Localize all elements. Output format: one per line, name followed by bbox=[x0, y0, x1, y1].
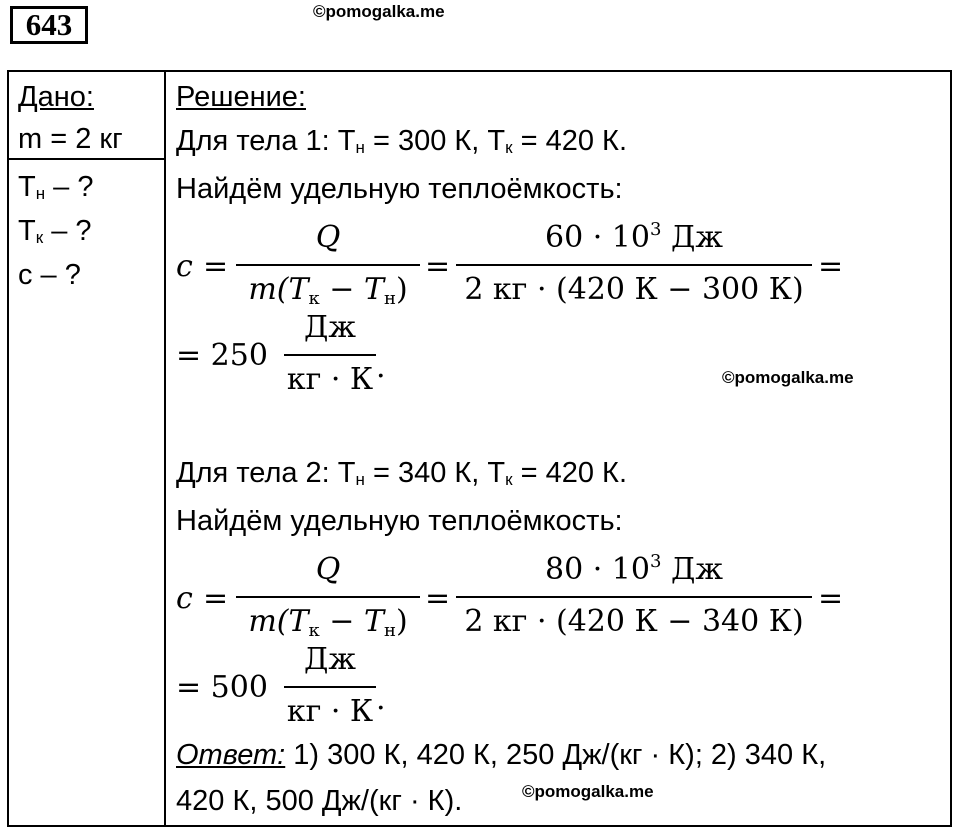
given-header: Дано: bbox=[18, 81, 94, 113]
formula1-eq3: = bbox=[818, 249, 844, 284]
column-divider bbox=[164, 70, 166, 827]
problem-number: 643 bbox=[10, 6, 88, 44]
formula1-lhs: c bbox=[176, 249, 193, 284]
formula1-denominator: $m(T_к - T_н)$ bbox=[248, 272, 408, 309]
result2-value: = 500 bbox=[176, 670, 268, 705]
formula1-numerator: Q bbox=[315, 220, 341, 255]
formula1-eq2: = bbox=[425, 249, 451, 284]
result2-unit-num: Дж bbox=[304, 642, 356, 677]
formula2-values-numerator: $80 \cdot 10^3$ Дж bbox=[545, 551, 723, 587]
formula1-bar bbox=[236, 264, 420, 266]
result2-unit-bar bbox=[284, 686, 376, 688]
given-mass: m = 2 кг bbox=[18, 123, 123, 155]
formula2-denominator: $m(T_к - T_н)$ bbox=[248, 604, 408, 641]
result1-unit-den: кг · К bbox=[286, 362, 374, 397]
formula1-fraction-values bbox=[456, 220, 812, 310]
body1-intro: Для тела 1: $T_н = 300$ К, $T_к = 420$ К. bbox=[176, 125, 628, 157]
formula1-values-numerator: $60 \cdot 10^3$ Дж bbox=[545, 219, 723, 255]
answer-line2: 420 К, 500 Дж/(кг · К). bbox=[176, 785, 463, 817]
formula1-values-bar bbox=[456, 264, 812, 266]
result2-period: . bbox=[376, 682, 386, 717]
formula2-lhs: c bbox=[176, 581, 193, 616]
formula2-bar bbox=[236, 596, 420, 598]
body2-find: Найдём удельную теплоёмкость: bbox=[176, 505, 623, 537]
formula1-fraction-q bbox=[236, 220, 420, 310]
unknown-tk: $T_к$ – ? bbox=[18, 215, 92, 247]
result1-unit-bar bbox=[284, 354, 376, 356]
solution-header: Решение: bbox=[176, 81, 306, 113]
result2-unit-den: кг · К bbox=[286, 694, 374, 729]
formula2-values-denominator: 2 кг · (420 К − 340 К) bbox=[464, 604, 804, 639]
result1-unit-fraction bbox=[284, 310, 376, 400]
answer-label: Ответ: bbox=[176, 739, 286, 771]
watermark-bottom: ©pomogalka.me bbox=[522, 782, 654, 801]
formula2-numerator: Q bbox=[315, 552, 341, 587]
given-divider bbox=[7, 158, 165, 160]
answer-line1: Ответ: 1) 300 К, 420 К, 250 Дж/(кг · К); 2) 340 К, bbox=[176, 739, 827, 771]
formula1-values-denominator: 2 кг · (420 К − 300 К) bbox=[464, 272, 804, 307]
result2-unit-fraction bbox=[284, 642, 376, 732]
formula2-eq2: = bbox=[425, 581, 451, 616]
unknown-tn: $T_н$ – ? bbox=[18, 171, 94, 203]
formula1-eq: = bbox=[203, 249, 229, 284]
result1-value: = 250 bbox=[176, 338, 268, 373]
unknown-c: c – ? bbox=[18, 259, 81, 291]
formula2-values-bar bbox=[456, 596, 812, 598]
watermark-middle: ©pomogalka.me bbox=[722, 368, 854, 387]
formula2-eq: = bbox=[203, 581, 229, 616]
watermark-top: ©pomogalka.me bbox=[313, 2, 445, 21]
formula2-eq3: = bbox=[818, 581, 844, 616]
body1-find: Найдём удельную теплоёмкость: bbox=[176, 173, 623, 205]
result1-unit-num: Дж bbox=[304, 310, 356, 345]
body2-intro: Для тела 2: $T_н = 340$ К, $T_к = 420$ К. bbox=[176, 457, 628, 489]
formula2-fraction-q bbox=[236, 552, 420, 642]
formula2-fraction-values bbox=[456, 552, 812, 642]
result1-period: . bbox=[376, 350, 386, 385]
